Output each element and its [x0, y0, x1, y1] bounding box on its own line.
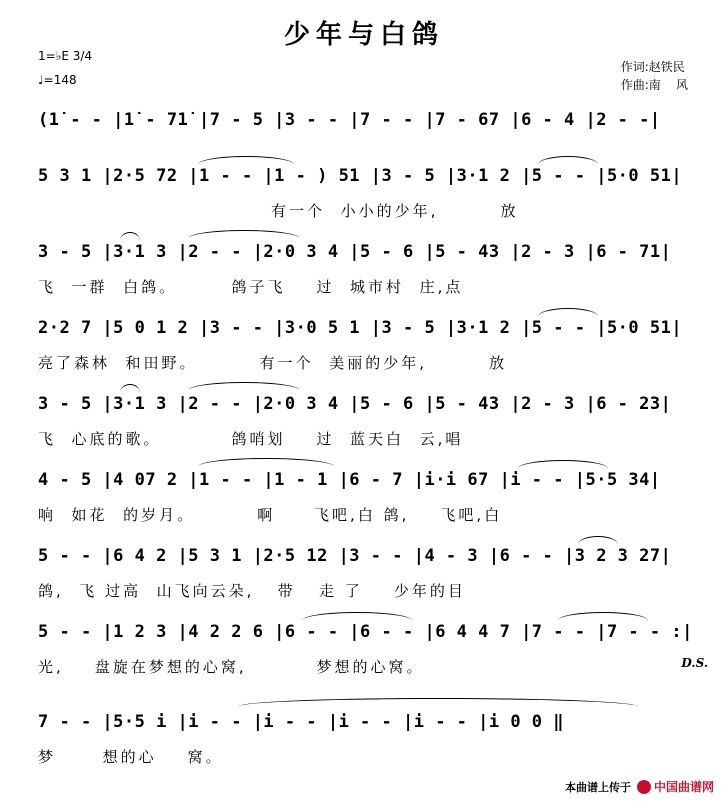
lyrics-line: 亮了森林 和田野。 有一个 美丽的少年, 放 — [38, 354, 508, 372]
time-signature: 3/4 — [72, 49, 93, 63]
lyrics-line: 响 如花 的岁月。 啊 飞吧,白 鸽, 飞吧,白 — [38, 506, 503, 524]
notes-line: 3 - 5 |3·1 3 |2 - - |2·0 3 4 |5 - 6 |5 - 43 |2 - 3 |6 - 23| — [38, 394, 672, 414]
lyrics-line: 光, 盘旋在梦想的心窝, 梦想的心窝。 — [38, 658, 425, 676]
composer-credit: 作曲:南 风 — [620, 78, 688, 92]
notes-line: 4 - 5 |4 07 2 |1 - - |1 - 1 |6 - 7 |i·i 67 |i - - |5·5 34| — [38, 470, 661, 490]
notes-line: 7 - - |5·5 i |i - - |i - - |i - - |i - - |i 0 0 ‖ — [38, 712, 565, 732]
lyricist-credit: 作词:赵铁民 — [620, 60, 685, 74]
notes-line: 3 - 5 |3·1 3 |2 - - |2·0 3 4 |5 - 6 |5 - 43 |2 - 3 |6 - 71| — [38, 242, 672, 262]
notes-line: 5 3 1 |2·5 72 |1 - - |1 - ) 51 |3 - 5 |3·1 2 |5 - - |5·0 51| — [38, 166, 683, 186]
lyrics-line: 鸽, 飞 过高 山飞向云朵, 带 走 了 少年的目 — [38, 582, 466, 600]
site-name: 中国曲谱网 — [653, 780, 714, 794]
lyrics-line: 梦 想的心 窝。 — [38, 748, 224, 766]
footer — [565, 778, 714, 795]
tempo-marking: ♩=148 — [38, 73, 77, 87]
site-logo[interactable] — [637, 778, 714, 795]
notes-line: (1̇ - - |1̇ - 71̇ |7 - 5 |3 - - |7 - - |7 - 67 |6 - 4 |2 - -| — [38, 110, 661, 130]
credits — [621, 58, 688, 94]
lyrics-line: 飞 一群 白鸽。 鸽子飞 过 城市村 庄,点 — [38, 278, 464, 296]
song-title: 少年与白鸽 — [283, 20, 444, 50]
footer-text: 本曲谱上传于 — [564, 780, 631, 794]
score-meta — [38, 48, 92, 88]
notes-line: 5 - - |6 4 2 |5 3 1 |2·5 12 |3 - - |4 - 3 |6 - - |3 2 3 27| — [38, 546, 672, 566]
logo-icon — [637, 780, 651, 794]
key-signature — [38, 48, 92, 64]
notes-line: 2·2 7 |5 0 1 2 |3 - - |3·0 5 1 |3 - 5 |3·1 2 |5 - - |5·0 51| — [38, 318, 683, 338]
ds-marking: D.S. — [681, 656, 708, 670]
notes-line: 5 - - |1 2 3 |4 2 2 6 |6 - - |6 - - |6 4 4 7 |7 - - |7 - - :| — [38, 622, 693, 642]
lyrics-line: 有一个 小小的少年, 放 — [38, 202, 519, 220]
key-text: 1=♭E — [38, 49, 69, 63]
lyrics-line: 飞 心底的歌。 鸽哨划 过 蓝天白 云,唱 — [38, 430, 464, 448]
